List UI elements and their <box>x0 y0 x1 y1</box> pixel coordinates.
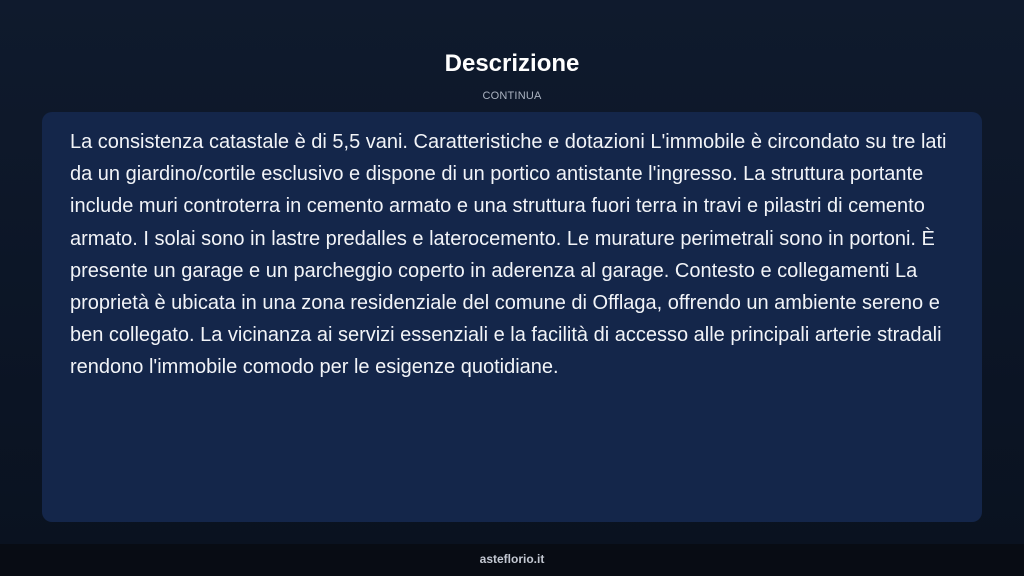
footer-site-label: asteflorio.it <box>0 544 1024 576</box>
continue-link[interactable]: CONTINUA <box>482 90 542 102</box>
page-title: Descrizione <box>444 50 580 77</box>
description-text: La consistenza catastale è di 5,5 vani. Caratteristiche e dotazioni L'immobile è circondato su tre lati da un giardino/cortile esclusivo e dispone di un portico antistante l'ingresso. La struttura portante include muri controterra in cemento armato e una struttura fuori terra in travi e pilastri di cemento armato. I solai sono in lastre predalles e laterocemento. Le murature perimetrali sono in portoni. È presente un garage e un parcheggio coperto in aderenza al garage. Contesto e collegamenti La proprietà è ubicata in una zona residenziale del comune di Offlaga, offrendo un ambiente sereno e ben collegato. La vicinanza ai servizi essenziali e la facilità di accesso alle principali arterie stradali rendono l'immobile comodo per le esigenze quotidiane. <box>70 131 947 379</box>
description-card <box>42 112 982 522</box>
